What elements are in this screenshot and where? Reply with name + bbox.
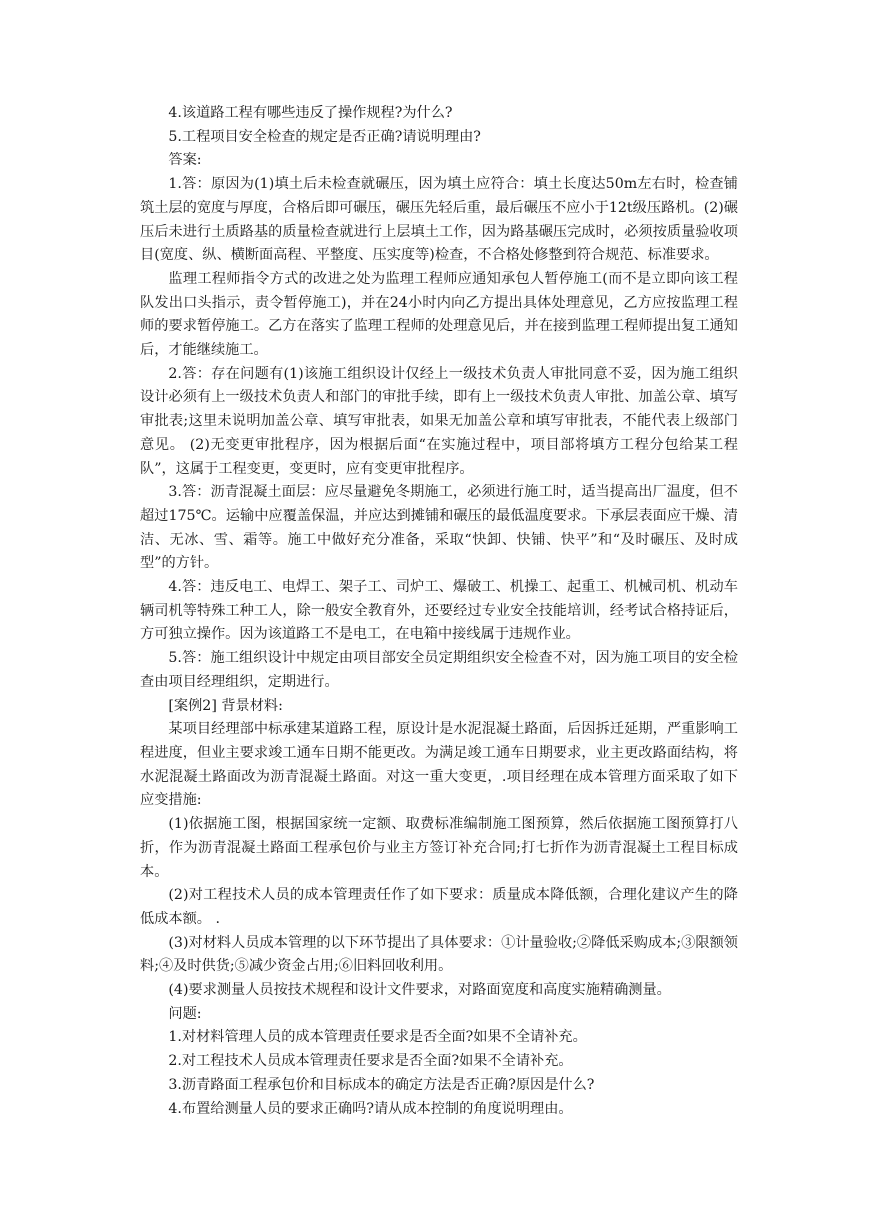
document-body <box>140 102 738 1121</box>
answer-1: 1.答：原因为(1)填土后未检查就碾压，因为填土应符合：填土长度达50m左右时，检查铺筑土层的宽度与厚度，合格后即可碾压，碾压先轻后重，最后碾压不应小于12t级压路机。(2)碾压后未进行土质路基的质量检查就进行上层填土工作，因为路基碾压完成时，必须按质量验收项目(宽度、纵、横断面高程、平整度、压实度等)检查，不合格处修整到符合规范、标准要求。 <box>140 176 738 264</box>
case-2-question-2: 2.对工程技术人员成本管理责任要求是否全面?如果不全请补充。 <box>168 1053 573 1070</box>
question-5: 5.工程项目安全检查的规定是否正确?请说明理由? <box>168 128 481 145</box>
case-2-question-1: 1.对材料管理人员的成本管理责任要求是否全面?如果不全请补充。 <box>168 1029 587 1046</box>
measure-3: (3)对材料人员成本管理的以下环节提出了具体要求：①计量验收;②降低采购成本;③限额领料;④及时供货;⑤减少资金占用;⑥旧料回收利用。 <box>140 934 738 975</box>
measure-2: (2)对工程技术人员的成本管理责任作了如下要求：质量成本降低额，合理化建议产生的降低成本额。 . <box>140 887 738 927</box>
question-4: 4.该道路工程有哪些违反了操作规程?为什么? <box>168 105 453 121</box>
case-2-background: 某项目经理部中标承建某道路工程，原设计是水泥混凝土路面，后因拆迁延期，严重影响工程进度，但业主要求竣工通车日期不能更改。为满足竣工通车日期要求，业主更改路面结构，将水泥混凝土路面改为沥青混凝土路面。对这一重大变更，.项目经理在成本管理方面采取了如下应变措施: <box>140 721 738 809</box>
answer-3: 3.答：沥青混凝土面层：应尽量避免冬期施工，必须进行施工时，适当提高出厂温度，但不超过175℃。运输中应覆盖保温，并应达到摊铺和碾压的最低温度要求。下承层表面应干燥、清洁、无冰、雪、霜等。施工中做好充分准备，采取“快卸、快铺、快平”和“及时碾压、及时成型”的方针。 <box>140 484 738 572</box>
case-2-heading: [案例2] 背景材料: <box>168 697 283 714</box>
measure-4: (4)要求测量人员按技术规程和设计文件要求，对路面宽度和高度实施精确测量。 <box>168 982 671 999</box>
answer-1-supervision: 监理工程师指令方式的改进之处为监理工程师应通知承包人暂停施工(而不是立即向该工程队发出口头指示，责令暂停施工)，并在24小时内向乙方提出具体处理意见，乙方应按监理工程师的要求暂停施工。乙方在落实了监理工程师的处理意见后，并在接到监理工程师提出复工通知后，才能继续施工。 <box>140 270 738 359</box>
answer-4: 4.答：违反电工、电焊工、架子工、司炉工、爆破工、机操工、起重工、机械司机、机动车辆司机等特殊工种工人，除一般安全教育外，还要经过专业安全技能培训，经考试合格持证后，方可独立操作。因为该道路工不是电工，在电箱中接线属于违规作业。 <box>140 579 738 643</box>
answer-heading: 答案: <box>168 152 202 169</box>
measure-1: (1)依据施工图，根据国家统一定额、取费标准编制施工图预算，然后依据施工图预算打八折，作为沥青混凝土路面工程承包价与业主方签订补充合同;打七折作为沥青混凝土工程目标成本。 <box>140 816 738 880</box>
case-2-question-4: 4.布置给测量人员的要求正确吗?请从成本控制的角度说明理由。 <box>168 1100 573 1117</box>
questions-heading: 问题: <box>168 1005 202 1022</box>
answer-2: 2.答：存在问题有(1)该施工组织设计仅经上一级技术负责人审批同意不妥，因为施工组织设计必须有上一级技术负责人和部门的审批手续，即有上一级技术负责人审批、加盖公章、填写审批表;这里未说明加盖公章、填写审批表，如果无加盖公章和填写审批表，不能代表上级部门意见。 (2)无变更审批程序，因为根据后面“在实施过程中，项目部将填方工程分包给某工程队”，这属于工程变更，变更时，应有变更审批程序。 <box>140 365 738 477</box>
case-2-question-3: 3.沥青路面工程承包价和目标成本的确定方法是否正确?原因是什么? <box>168 1076 595 1093</box>
answer-5: 5.答：施工组织设计中规定由项目部安全员定期组织安全检查不对，因为施工项目的安全检查由项目经理组织，定期进行。 <box>140 650 738 690</box>
